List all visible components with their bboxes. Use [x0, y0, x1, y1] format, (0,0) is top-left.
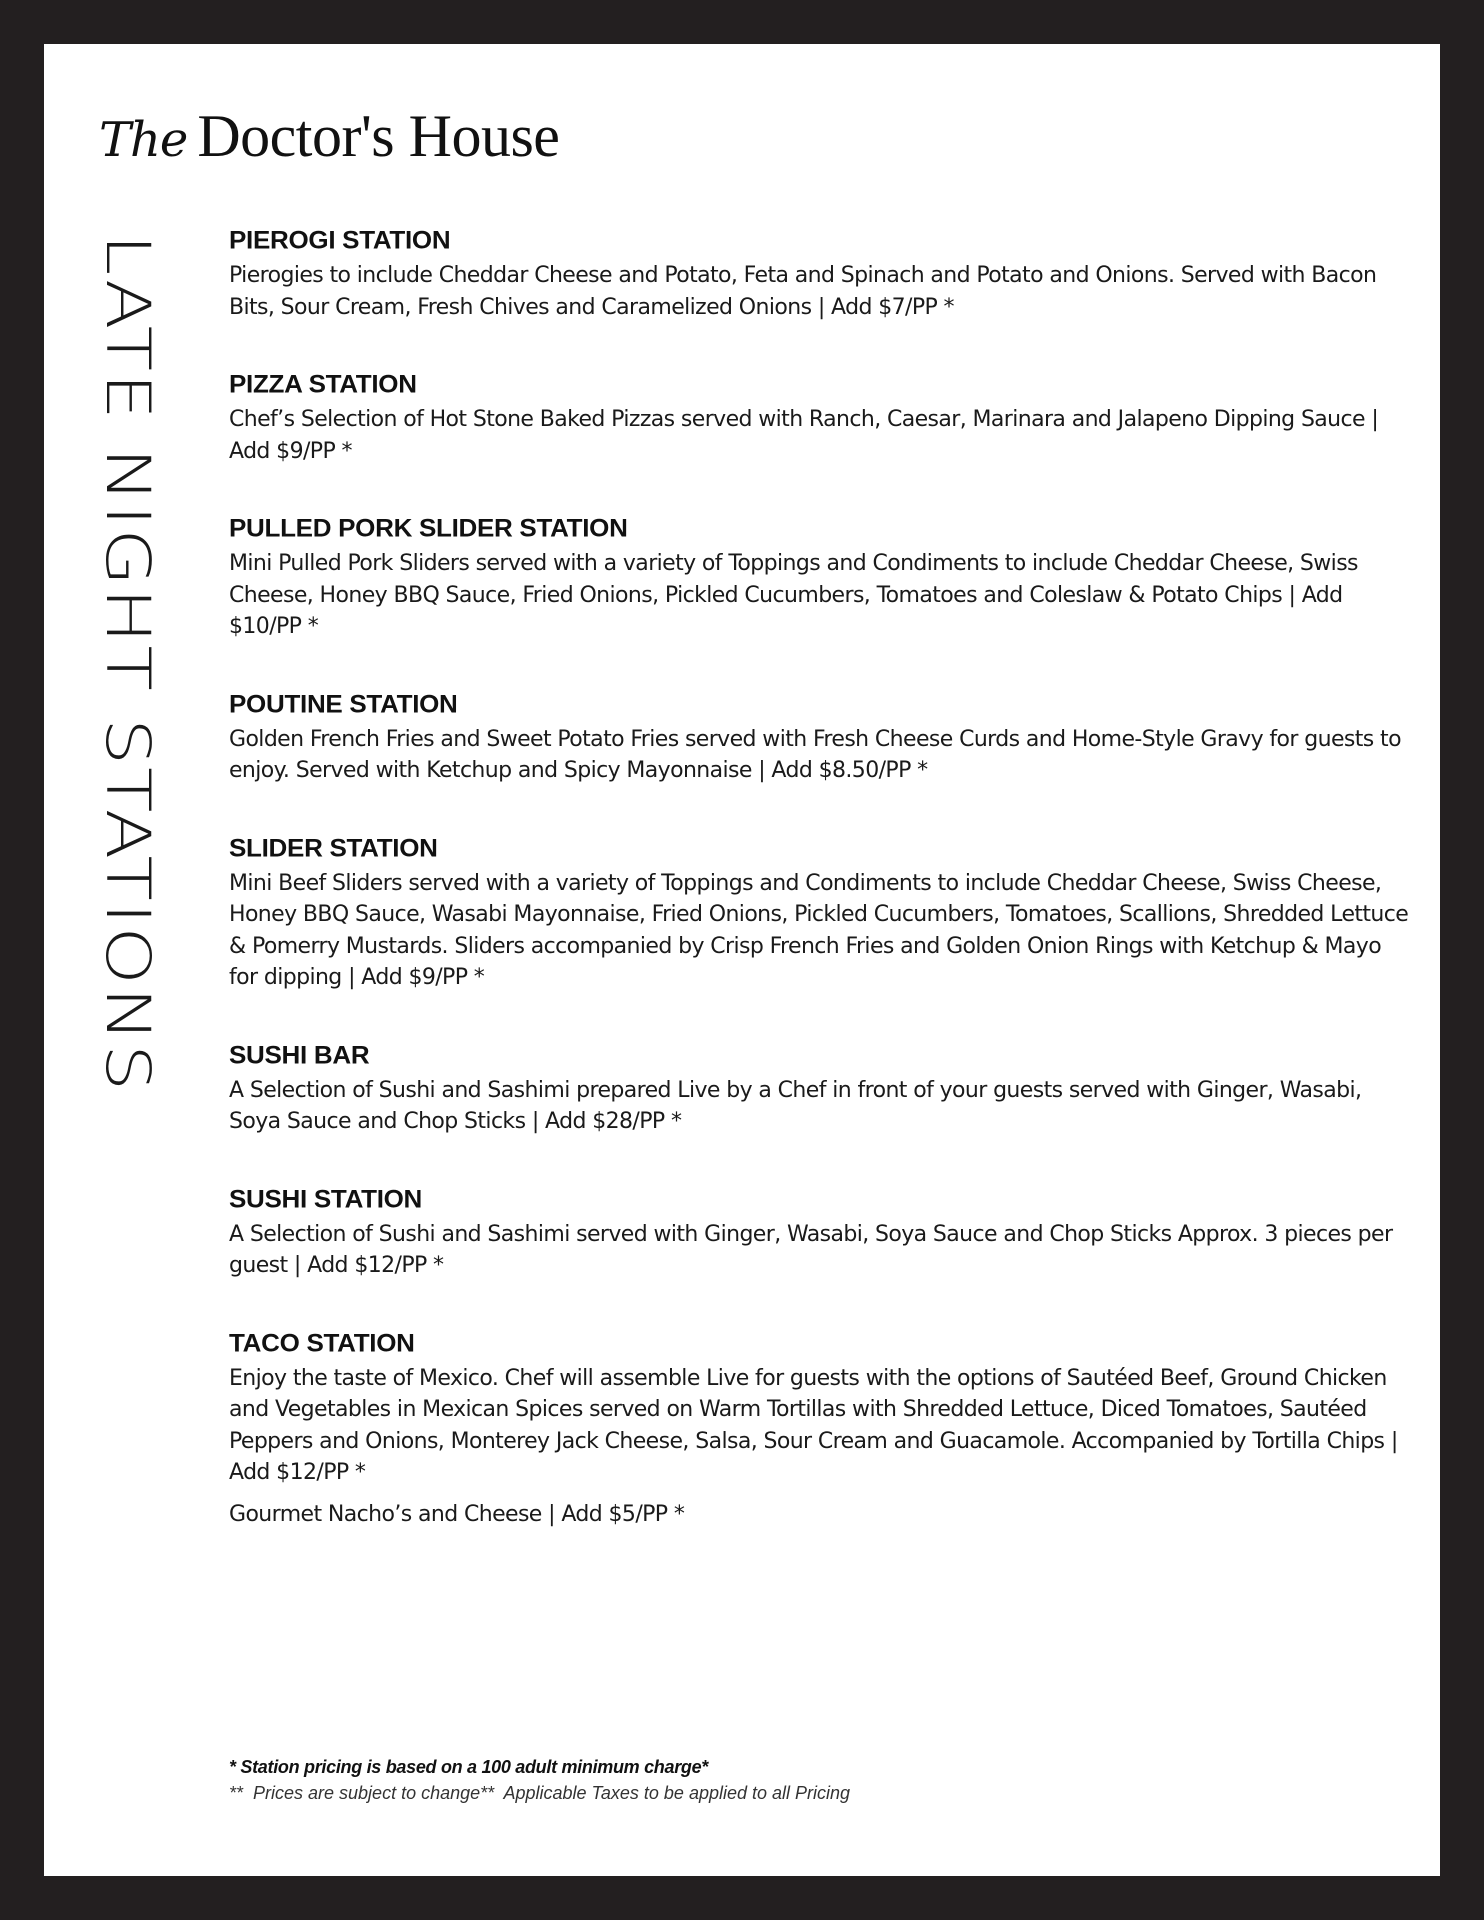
menu-page: [44, 44, 1440, 1876]
footer-notes: [229, 1754, 850, 1806]
side-title: LATE NIGHT STATIONS: [92, 234, 163, 1094]
stations-list: [229, 224, 1414, 1530]
station-description: Chef’s Selection of Hot Stone Baked Pizzas served with Ranch, Caesar, Marinara and Jalapeno Dipping Sauce | Add $9/PP *: [229, 407, 1379, 464]
station-description: Golden French Fries and Sweet Potato Fries served with Fresh Cheese Curds and Home-Style Gravy for guests to enjoy. Served with Ketchup and Spicy Mayonnaise | Add $8.50/PP *: [229, 726, 1401, 783]
station-description: Enjoy the taste of Mexico. Chef will assemble Live for guests with the options of Sautéed Beef, Ground Chicken and Vegetables in Mexican Spices served on Warm Tortillas with Shredded Lettuce, Diced Tomatoes, Sautéed Peppers and Onions, Monterey Jack Cheese, Salsa, Sour Cream and Guacamole. Accompanied by Tortilla Chips | Add $12/PP *: [229, 1365, 1398, 1485]
brand-script: The: [99, 112, 188, 168]
station-sushi: [229, 1183, 1414, 1282]
station-description: Pierogies to include Cheddar Cheese and Potato, Feta and Spinach and Potato and Onions. Served with Bacon Bits, Sour Cream, Fresh Chives and Caramelized Onions | Add $7/PP *: [229, 263, 1377, 320]
station-name: PIEROGI STATION: [229, 225, 451, 255]
station-description: A Selection of Sushi and Sashimi prepared Live by a Chef in front of your guests served with Ginger, Wasabi, Soya Sauce and Chop Sticks | Add $28/PP *: [229, 1077, 1362, 1134]
station-name: SUSHI STATION: [229, 1184, 423, 1213]
station-description: Mini Pulled Pork Sliders served with a variety of Toppings and Condiments to include Cheddar Cheese, Swiss Cheese, Honey BBQ Sauce, Fried Onions, Pickled Cucumbers, Tomatoes and Coleslaw & Potato Chips | Add $10/PP *: [229, 551, 1358, 639]
station-name: TACO STATION: [229, 1328, 415, 1357]
brand-name: Doctor's House: [197, 103, 560, 169]
station-sushi-bar: [229, 1039, 1414, 1138]
station-extra-item: Gourmet Nacho’s and Cheese | Add $5/PP *: [229, 1501, 685, 1527]
footer-minimum-note: * Station pricing is based on a 100 adult minimum charge*: [229, 1757, 709, 1777]
station-name: SUSHI BAR: [229, 1040, 370, 1069]
footer-pricing-note: ** Prices are subject to change** Applicable Taxes to be applied to all Pricing: [229, 1783, 851, 1803]
station-pulled-pork-slider: [229, 512, 1414, 643]
station-pierogi: [229, 224, 1414, 323]
station-description: A Selection of Sushi and Sashimi served with Ginger, Wasabi, Soya Sauce and Chop Sticks Approx. 3 pieces per guest | Add $12/PP *: [229, 1221, 1393, 1278]
station-poutine: [229, 688, 1414, 787]
station-slider: [229, 832, 1414, 994]
station-name: PIZZA STATION: [229, 369, 417, 399]
station-name: SLIDER STATION: [229, 833, 438, 862]
station-taco: [229, 1327, 1414, 1531]
station-description: Mini Beef Sliders served with a variety of Toppings and Condiments to include Cheddar Cheese, Swiss Cheese, Honey BBQ Sauce, Wasabi Mayonnaise, Fried Onions, Pickled Cucumbers, Tomatoes, Scallions, Shredded Lettuce & Pomerry Mustards. Sliders accompanied by Crisp French Fries and Golden Onion Rings with Ketchup & Mayo for dipping | Add $9/PP *: [229, 870, 1409, 990]
station-name: PULLED PORK SLIDER STATION: [229, 513, 628, 543]
brand-logo: [99, 102, 559, 171]
station-name: POUTINE STATION: [229, 689, 458, 718]
station-pizza: [229, 368, 1414, 467]
